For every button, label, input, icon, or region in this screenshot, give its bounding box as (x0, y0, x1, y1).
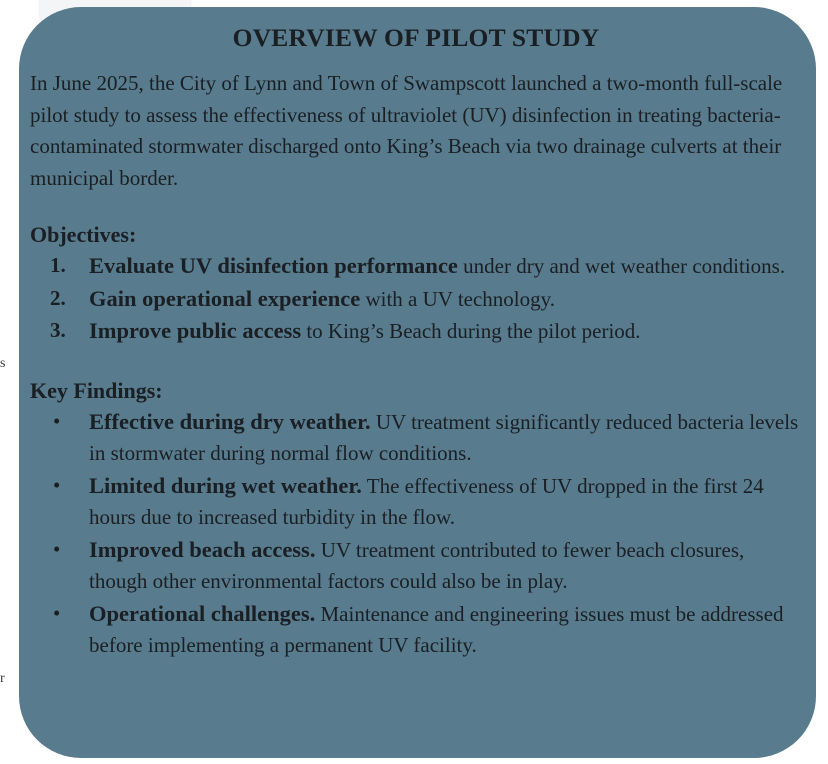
finding-title: Limited during wet weather. (89, 472, 362, 498)
list-number: 3. (50, 318, 66, 342)
list-number: 2. (50, 285, 66, 310)
finding-item (30, 534, 802, 598)
list-number: 1. (50, 253, 66, 277)
key-findings-heading: Key Findings: (30, 377, 163, 403)
objective-title: Evaluate UV disinfection performance (89, 253, 458, 278)
cropped-edge-text: s (0, 356, 6, 371)
finding-title: Operational challenges. (89, 600, 316, 626)
finding-item (30, 470, 802, 534)
finding-title: Effective during dry weather. (89, 408, 371, 434)
objectives-list (30, 250, 802, 348)
objective-text: under dry and wet weather conditions. (457, 254, 786, 278)
objective-text: to King’s Beach during the pilot period. (301, 319, 641, 343)
intro-paragraph: In June 2025, the City of Lynn and Town of Swampscott launched a two-month full-scale pilot study to assess the effectiveness of ultraviolet (UV) disinfection in treating bacteria-contaminated stormwater discharged onto King’s Beach via two drainage culverts at their municipal border. (30, 71, 783, 190)
pilot-study-overview-panel (19, 7, 816, 758)
objective-item (30, 283, 802, 316)
finding-text: UV treatment significantly reduced bacteria levels in stormwater during normal flow conditions. (89, 409, 799, 465)
finding-text: Maintenance and engineering issues must be addressed before implementing a permanent UV facility. (89, 601, 784, 657)
finding-text: The effectiveness of UV dropped in the first 24 hours due to increased turbidity in the flow. (89, 473, 764, 529)
objective-item (30, 250, 802, 283)
bullet-icon: • (53, 472, 61, 497)
panel-title: OVERVIEW OF PILOT STUDY (232, 23, 600, 52)
finding-item (30, 598, 802, 662)
bullet-icon: • (53, 408, 61, 433)
cropped-edge-text: r (0, 671, 5, 686)
bullet-icon: • (53, 600, 61, 625)
finding-item (30, 406, 802, 470)
objective-item (30, 315, 802, 348)
bullet-icon: • (53, 536, 61, 561)
finding-text: UV treatment contributed to fewer beach closures, though other environmental factors could also be in play. (89, 537, 745, 593)
objectives-heading: Objectives: (30, 222, 137, 247)
objective-title: Gain operational experience (89, 285, 361, 311)
key-findings-list (30, 406, 802, 662)
objective-text: with a UV technology. (360, 286, 556, 311)
objective-title: Improve public access (89, 318, 302, 343)
finding-title: Improved beach access. (89, 536, 316, 562)
